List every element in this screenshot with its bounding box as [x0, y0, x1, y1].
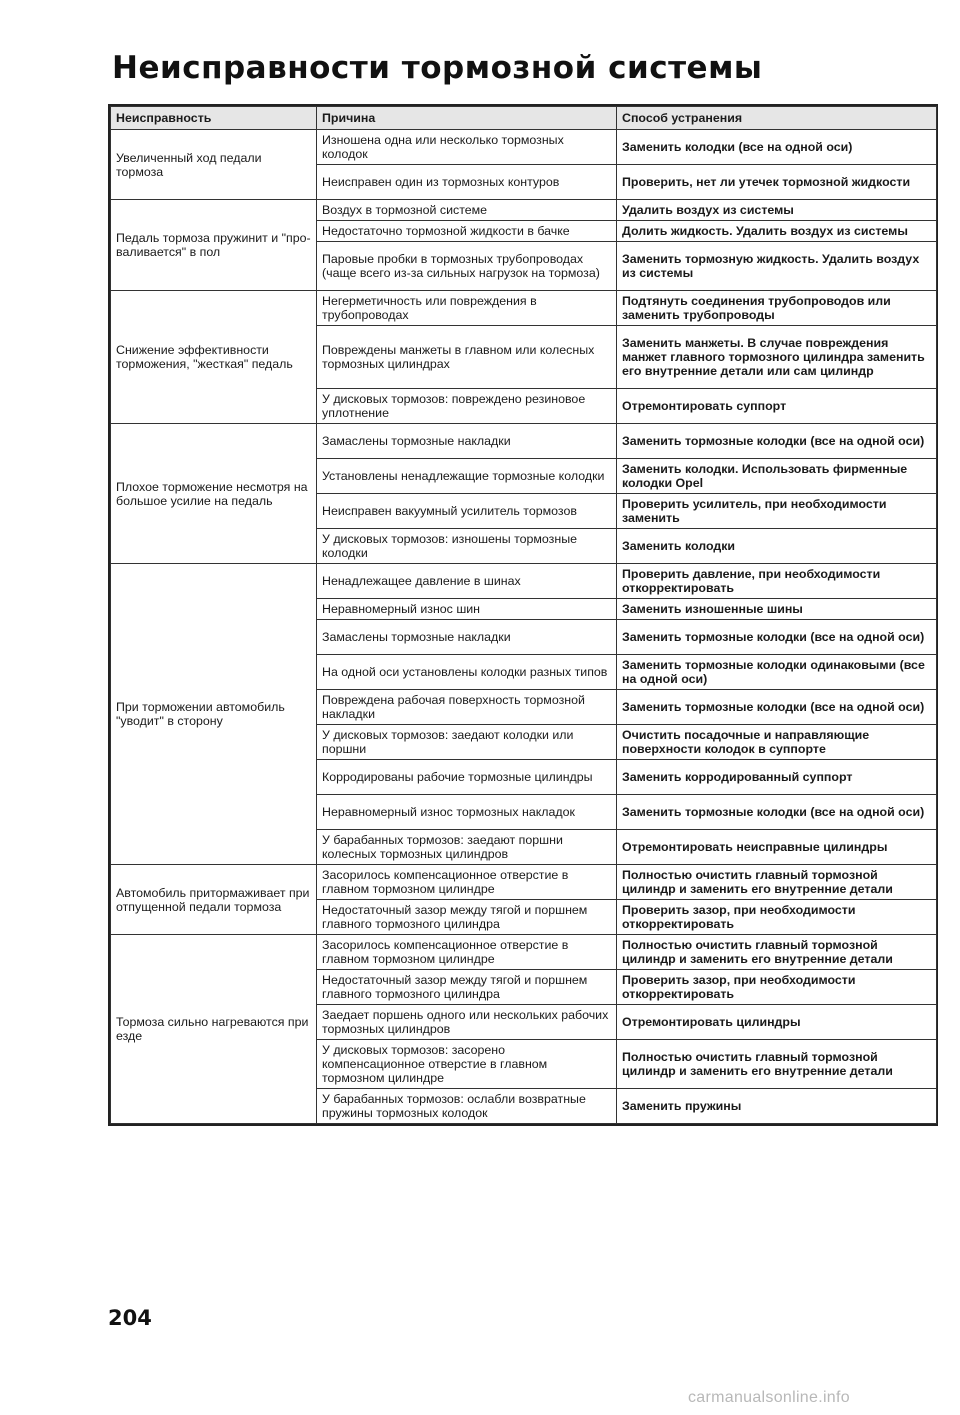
remedy-cell: Проверить зазор, при необходимости откорректировать: [617, 970, 937, 1005]
cause-cell: Установлены ненадлежащие тормозные колодки: [317, 459, 617, 494]
remedy-cell: Заменить корродированный суппорт: [617, 760, 937, 795]
remedy-cell: Заменить манжеты. В случае повреждения манжет главного тормозного цилиндра заменить его внутренние детали или сам цилиндр: [617, 326, 937, 389]
remedy-cell: Заменить тормозные колодки (все на одной оси): [617, 795, 937, 830]
cause-cell: Негерметичность или повреждения в трубопроводах: [317, 291, 617, 326]
cause-cell: Засорилось компенсационное отверстие в главном тормозном цилиндре: [317, 935, 617, 970]
remedy-cell: Удалить воздух из системы: [617, 200, 937, 221]
remedy-cell: Заменить колодки: [617, 529, 937, 564]
remedy-cell: Проверить давление, при необходимости откорректировать: [617, 564, 937, 599]
remedy-cell: Долить жидкость. Удалить воздух из системы: [617, 221, 937, 242]
cause-cell: Ненадлежащее давление в шинах: [317, 564, 617, 599]
remedy-cell: Очистить посадочные и направляющие поверхности колодок в суппорте: [617, 725, 937, 760]
table-row: [111, 424, 937, 459]
cause-cell: Повреждена рабочая поверхность тормозной накладки: [317, 690, 617, 725]
cause-cell: Изношена одна или несколько тормозных колодок: [317, 130, 617, 165]
fault-cell: При торможении автомобиль "уводит" в сторону: [111, 564, 317, 865]
cause-cell: Неисправен вакуумный усилитель тормозов: [317, 494, 617, 529]
cause-cell: У дисковых тормозов: засорено компенсационное отверстие в главном тормозном цилиндре: [317, 1040, 617, 1089]
table-row: [111, 865, 937, 900]
remedy-cell: Отремонтировать цилиндры: [617, 1005, 937, 1040]
remedy-cell: Заменить тормозные колодки (все на одной оси): [617, 620, 937, 655]
remedy-cell: Заменить тормозную жидкость. Удалить воздух из системы: [617, 242, 937, 291]
troubleshooting-table: [110, 106, 937, 1124]
cause-cell: Засорилось компенсационное отверстие в главном тормозном цилиндре: [317, 865, 617, 900]
remedy-cell: Полностью очистить главный тормозной цилиндр и заменить его внутренние детали: [617, 865, 937, 900]
fault-cell: Автомобиль притормаживает при отпущенной педали тормоза: [111, 865, 317, 935]
remedy-cell: Заменить тормозные колодки одинаковыми (все на одной оси): [617, 655, 937, 690]
remedy-cell: Заменить изношенные шины: [617, 599, 937, 620]
table-row: [111, 935, 937, 970]
cause-cell: У барабанных тормозов: заедают поршни колесных тормозных цилиндров: [317, 830, 617, 865]
cause-cell: У дисковых тормозов: заедают колодки или поршни: [317, 725, 617, 760]
cause-cell: Паровые пробки в тормозных трубопроводах (чаще всего из-за сильных нагрузок на тормоза): [317, 242, 617, 291]
table-row: [111, 291, 937, 326]
header-cause: Причина: [317, 107, 617, 130]
remedy-cell: Проверить зазор, при необходимости откорректировать: [617, 900, 937, 935]
remedy-cell: Подтянуть соединения трубопроводов или заменить трубопроводы: [617, 291, 937, 326]
cause-cell: Неравномерный износ тормозных накладок: [317, 795, 617, 830]
fault-cell: Тормоза сильно нагреваются при езде: [111, 935, 317, 1124]
remedy-cell: Отремонтировать суппорт: [617, 389, 937, 424]
cause-cell: Замаслены тормозные накладки: [317, 620, 617, 655]
cause-cell: У дисковых тормозов: изношены тормозные колодки: [317, 529, 617, 564]
table-row: [111, 130, 937, 165]
cause-cell: Неравномерный износ шин: [317, 599, 617, 620]
fault-cell: Снижение эффективности торможения, "жесткая" педаль: [111, 291, 317, 424]
remedy-cell: Полностью очистить главный тормозной цилиндр и заменить его внутренние детали: [617, 935, 937, 970]
cause-cell: Заедает поршень одного или нескольких рабочих тормозных цилиндров: [317, 1005, 617, 1040]
remedy-cell: Заменить тормозные колодки (все на одной оси): [617, 690, 937, 725]
cause-cell: Воздух в тормозной системе: [317, 200, 617, 221]
cause-cell: Повреждены манжеты в главном или колесных тормозных цилиндрах: [317, 326, 617, 389]
remedy-cell: Проверить усилитель, при необходимости заменить: [617, 494, 937, 529]
remedy-cell: Заменить тормозные колодки (все на одной оси): [617, 424, 937, 459]
watermark-text: carmanualsonline.info: [688, 1389, 850, 1406]
cause-cell: Неисправен один из тормозных контуров: [317, 165, 617, 200]
header-remedy: Способ устранения: [617, 107, 937, 130]
table-header-row: [111, 107, 937, 130]
cause-cell: На одной оси установлены колодки разных типов: [317, 655, 617, 690]
cause-cell: У дисковых тормозов: повреждено резиновое уплотнение: [317, 389, 617, 424]
remedy-cell: Проверить, нет ли утечек тормозной жидкости: [617, 165, 937, 200]
table-row: [111, 200, 937, 221]
fault-cell: Плохое торможение несмотря на большое усилие на педаль: [111, 424, 317, 564]
remedy-cell: Заменить пружины: [617, 1089, 937, 1124]
cause-cell: Корродированы рабочие тормозные цилиндры: [317, 760, 617, 795]
remedy-cell: Полностью очистить главный тормозной цилиндр и заменить его внутренние детали: [617, 1040, 937, 1089]
header-fault: Неисправность: [111, 107, 317, 130]
cause-cell: Недостаточно тормозной жидкости в бачке: [317, 221, 617, 242]
remedy-cell: Отремонтировать неисправные цилиндры: [617, 830, 937, 865]
cause-cell: Замаслены тормозные накладки: [317, 424, 617, 459]
page-title: Неисправности тормозной системы: [112, 50, 763, 86]
cause-cell: Недостаточный зазор между тягой и поршнем главного тормозного цилиндра: [317, 900, 617, 935]
table-row: [111, 564, 937, 599]
fault-cell: Педаль тормоза пружинит и "проваливается" в пол: [111, 200, 317, 291]
troubleshooting-table-wrapper: [108, 104, 938, 1126]
remedy-cell: Заменить колодки. Использовать фирменные колодки Opel: [617, 459, 937, 494]
remedy-cell: Заменить колодки (все на одной оси): [617, 130, 937, 165]
page-number: 204: [108, 1306, 152, 1330]
cause-cell: У барабанных тормозов: ослабли возвратные пружины тормозных колодок: [317, 1089, 617, 1124]
fault-cell: Увеличенный ход педали тормоза: [111, 130, 317, 200]
cause-cell: Недостаточный зазор между тягой и поршнем главного тормозного цилиндра: [317, 970, 617, 1005]
